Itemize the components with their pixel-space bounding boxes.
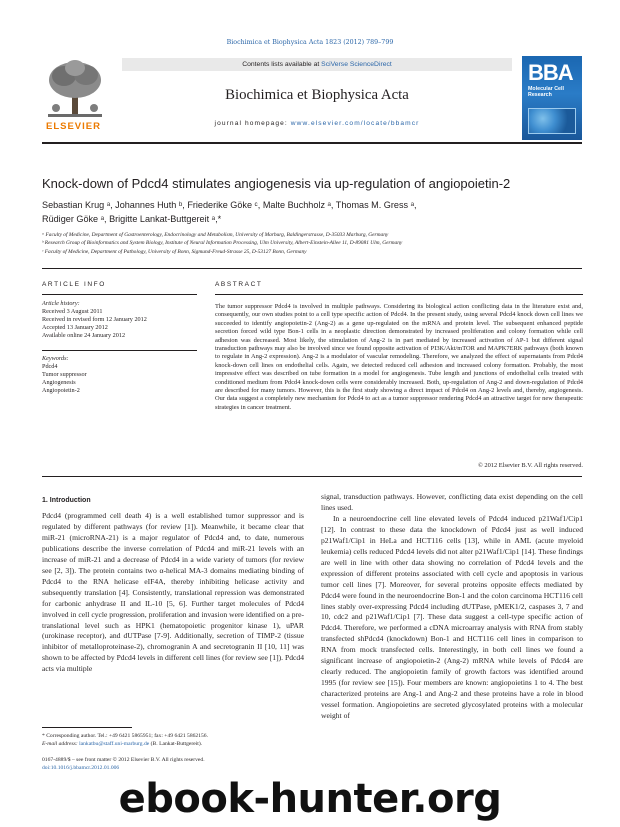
abstract-bottom-divider: [42, 476, 582, 477]
affiliation-c: ᶜ Faculty of Medicine, Department of Pathology, University of Bonn, Sigmund-Freud-Strasse 25, D-53127 Bonn, Germany: [42, 248, 307, 255]
corresponding-author: * Corresponding author. Tel.: +49 6421 5865951; fax: +49 6421 5862156.: [42, 733, 209, 739]
introduction-left-column: Pdcd4 (programmed cell death 4) is a well established tumor suppressor and is regulated by different pathways (for review [1]). Meanwhile, it became clear that miR-21 (microRNA-21) is a major regulator of Pdcd4 and, to date, numerous publications describe the inverse correlation of Pdcd4 and miR-21 levels with an increase of miR-21 and a decrease of Pdcd4 in a wide variety of tumors (for review see [2, 3]). The protein contains two α-helical MA-3 domains mediating binding of Pdcd4 to the RNA helicase eIF4A, thereby inhibiting helicase activity and subsequently translation [4]. Consistently, translational repression was demonstrated for carbonic anhydrase II and IL-10 [5, 6]. Further target molecules of Pdcd4 involved in cell cycle progression, proliferation and invasion were identified on a pre-translational level such as HPK1 (hematopoietic progenitor kinase 1), uPAR (urokinase receptor), and dUTPase [7-9]. Additionally, secretion of TIMP-2 (tissue inhibitor of metalloproteinase-2), chromogranin A and secretogranin II [10, 11] was shown to be affected by Pdcd4 levels in different cell lines (for review see [1]). Pdcd4 acts via multiple: [42, 511, 304, 674]
corresponding-author-footnote: [42, 732, 304, 748]
email-label: E-mail address:: [42, 741, 80, 747]
contents-availability-bar: [122, 58, 512, 71]
right-paragraph-2: In a neuroendocrine cell line elevated levels of Pdcd4 induced p21Waf1/Cip1 [12]. In contrast to these data the knockdown of Pdcd4 just as well induced p21Waf1/Cip1 in HeLa and HCT116 cells [13], while in AML (acute myeloid leukemia) cells reduced Pdcd4 levels did not alter p21Waf1/Cip1 [14]. These findings are well in line with other data showing no correlation of Pdcd4 levels and the expression of different proteins associated with cell cycle and apoptosis in various tumor cell lines [7]. Moreover, for several proteins opposite effects mediated by Pdcd4 were found in the neuroendocrine Bon-1 and the colon carcinoma HCT116 cell lines stably over-expressing Pdcd4 including dUTPase, pMEK1/2, caspases 3, 7 and 10, cdc2 and p21Waf1/Cip1 [7]. These data suggest a cell-type specific action of Pdcd4. Therefore, we performed a cDNA microarray analysis with RNA from stably transfected shPdcd4 (knockdown) Bon-1 and HCT116 cell lines in comparison to RNA from mock transfected cells. Interestingly, in both cell lines we found a significant increase of angiopoietin-2 (Ang-2) mRNA while levels of Pdcd4 are clearly reduced. The angiopoietin family of growth factors was identified around 1995 (for review see [15]). Four members are known: angiopoietins 1 to 4. The best characterized proteins are Ang-1 and Ang-2 and these proteins have a role in blood vessel formation. Angiopoietins are secreted glycosylated proteins with a molecular weight of: [321, 513, 583, 721]
doi-link[interactable]: doi:10.1016/j.bbamcr.2012.01.006: [42, 765, 120, 772]
keyword-item: Tumor suppressor: [42, 371, 87, 378]
keywords-label: Keywords:: [42, 355, 69, 362]
introduction-right-column: [321, 492, 583, 722]
email-link[interactable]: lankatbu@staff.uni-marburg.de: [79, 741, 150, 747]
front-matter: [42, 756, 304, 772]
article-info-rule: [42, 294, 197, 295]
cover-artwork: [528, 108, 576, 134]
abstract-copyright: © 2012 Elsevier B.V. All rights reserved.: [477, 462, 583, 469]
journal-cover-thumbnail: [522, 56, 582, 140]
homepage-link[interactable]: www.elsevier.com/locate/bbamcr: [290, 120, 420, 127]
footnote-rule: [42, 727, 132, 728]
keyword-item: Angiogenesis: [42, 379, 76, 386]
history-accepted: Accepted 13 January 2012: [42, 324, 108, 331]
email-suffix: (B. Lankat-Buttgereit).: [149, 741, 203, 747]
journal-title: Biochimica et Biophysica Acta: [225, 87, 409, 103]
sciencedirect-link[interactable]: SciVerse ScienceDirect: [321, 61, 392, 68]
history-online: Available online 24 January 2012: [42, 332, 126, 339]
abstract-heading: ABSTRACT: [215, 281, 263, 288]
right-paragraph-1: signal, transduction pathways. However, conflicting data exist depending on the cell lines used.: [321, 492, 583, 512]
elsevier-wordmark: ELSEVIER: [46, 121, 101, 132]
homepage-prefix: journal homepage:: [214, 120, 291, 127]
keyword-item: Angiopoietin-2: [42, 387, 80, 394]
issn-line: 0167-4889/$ – see front matter © 2012 Elsevier B.V. All rights reserved.: [42, 757, 205, 763]
introduction-heading: 1. Introduction: [42, 497, 91, 504]
journal-masthead: [42, 58, 582, 138]
history-label: Article history:: [42, 300, 80, 307]
journal-homepage: [122, 120, 512, 127]
elsevier-logo: [42, 58, 114, 138]
journal-citation: Biochimica et Biophysica Acta 1823 (2012) 789–799: [226, 39, 394, 46]
affiliations: [42, 231, 582, 256]
affiliation-b: ᵇ Research Group of Bioinformatics and System Biology, Institute of Neural Information Processing, Ulm University, Albert-Einstein-Allee 11, D-89081 Ulm, Germany: [42, 240, 403, 247]
watermark: ebook-hunter.org: [118, 776, 502, 822]
masthead-divider: [42, 142, 582, 144]
keyword-item: Pdcd4: [42, 363, 58, 370]
author-list: [42, 198, 562, 226]
cover-subtitle: Molecular Cell Research: [528, 86, 564, 98]
journal-banner: [122, 58, 512, 138]
history-revised: Received in revised form 12 January 2012: [42, 316, 147, 323]
authors-line-1: Sebastian Krug ᵃ, Johannes Huth ᵇ, Friederike Göke ᶜ, Malte Buchholz ᵃ, Thomas M. Gress ᵃ,: [42, 200, 417, 210]
elsevier-tree-icon: [42, 58, 108, 120]
abstract-rule: [215, 294, 583, 295]
article-history: [42, 300, 192, 340]
history-received: Received 3 August 2011: [42, 308, 103, 315]
header-divider: [42, 268, 582, 269]
abstract-text: The tumor suppressor Pdcd4 is involved in multiple pathways. Considering its biological action conflicting data in the literature exist and, consequently, our own studies point to a cell type specific action of Pdcd4. In the present study, using several Pdcd4 knock down cell lines we succeeded to identify angiopoietin-2 (Ang-2) as a gene up-regulated on the mRNA and protein level. The subsequent enhanced peptide secretion forced wild type Bon-1 cells in a neoplastic direction demonstrated by increased proliferation and colony formation while cell adhesion was decreased. Most likely, the stimulation of Ang-2 is in part mediated by increased activation of AP-1 but different signal transduction pathways may also be involved since we found opposite activation of PI3K/Akt/mTOR and MAPK7ERK pathways (both known to regulate in Ang-2 expression). Ang-2 is a modulator of vascular remodeling. Therefore, we analyzed the effect of supernatants from Pdcd4 knock-down cell lines on endothelial cells. Again, we detected reduced cell adhesion and increased colony formation. Probably, the most impressive effect was described on tube formation in a model for angiogenesis. Tube length and junctions of endothelial cells treated with conditioned medium from Pdcd4 knock-down cells were considerably increased. Both, up-regulation of Ang-2 and down-regulation of Pdcd4 are described for many tumors. However, this is the first study showing a direct impact of Pdcd4 on Ang-2 levels and, thereby, angiogenesis. Our data suggest a completely new mechanism for Pdcd4 to act as a tumor suppressor rendering Pdcd4 an attractive target for new therapeutic strategies in cancer treatment.: [215, 303, 583, 411]
article-info-heading: ARTICLE INFO: [42, 281, 106, 288]
article-title: Knock-down of Pdcd4 stimulates angiogenesis via up-regulation of angiopoietin-2: [42, 176, 511, 191]
authors-line-2: Rüdiger Göke ᵃ, Brigitte Lankat-Buttgereit ᵃ,*: [42, 214, 222, 224]
cover-title: BBA: [528, 60, 573, 85]
keywords: [42, 355, 192, 395]
keywords-rule: [42, 350, 197, 351]
affiliation-a: ᵃ Faculty of Medicine, Department of Gastroenterology, Endocrinology and Metabolism, University of Marburg, Baldingerstrasse, D-35033 Marburg, Germany: [42, 232, 389, 238]
contents-prefix: Contents lists available at: [242, 61, 322, 68]
